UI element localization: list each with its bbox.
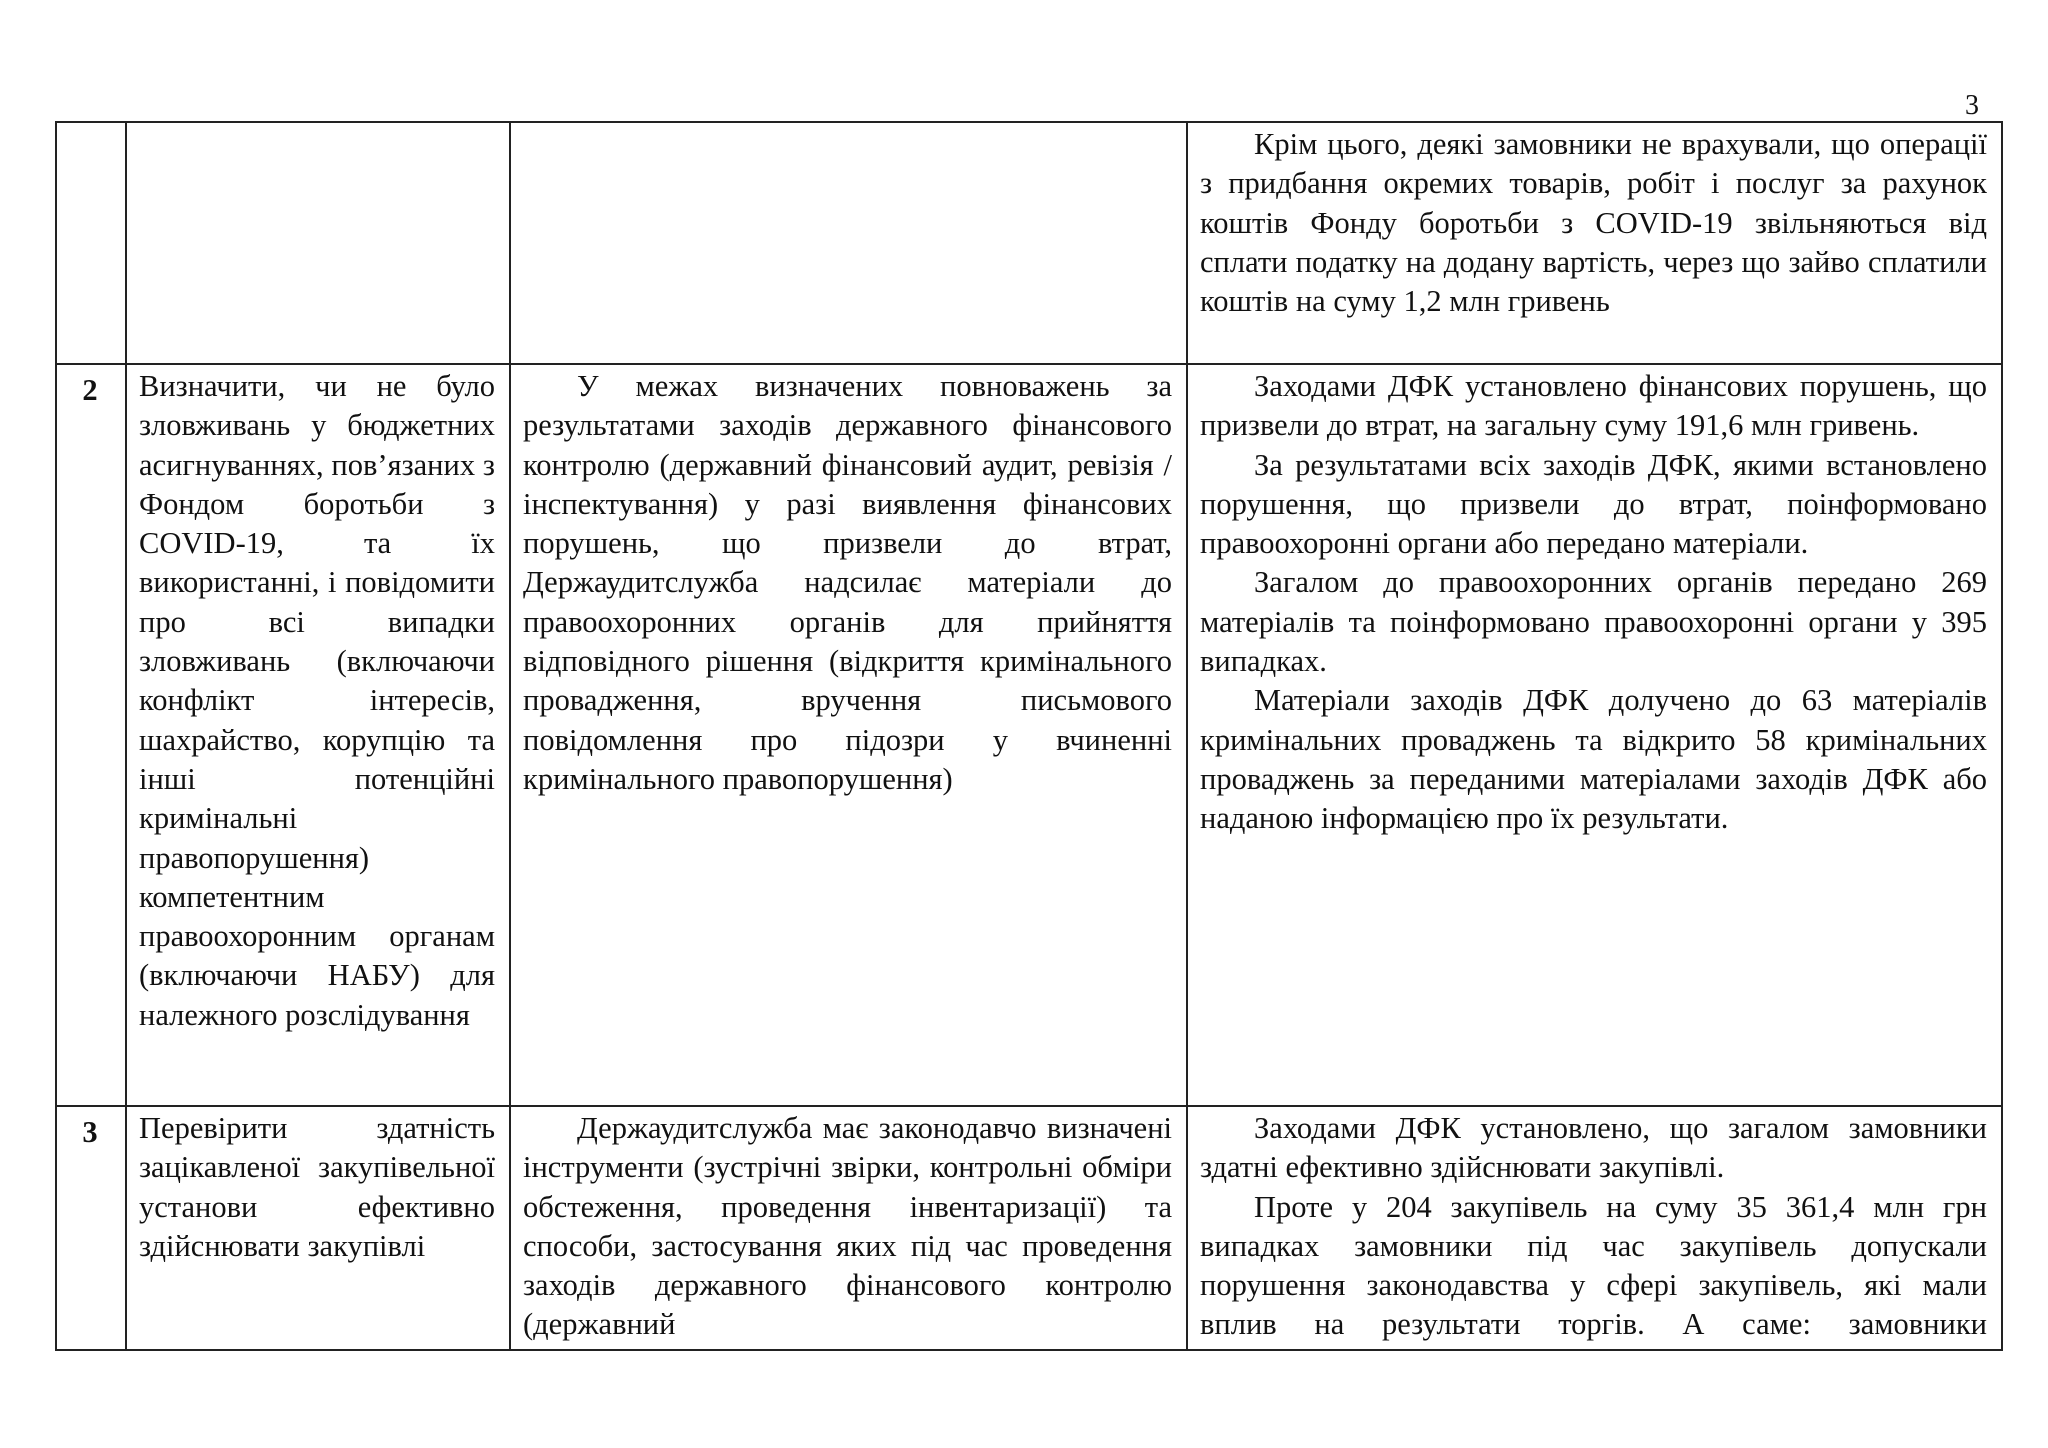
row-number-cell: 2 [56, 364, 126, 1106]
task-cell [126, 1106, 510, 1350]
task-cell [126, 122, 510, 364]
task-paragraph: Перевірити здатність зацікавленої закупівельної установи ефективно здійснювати закупівлі [139, 1111, 495, 1263]
result-paragraph: Заходами ДФК установлено, що загалом замовники здатні ефективно здійснювати закупівлі. [1200, 1111, 1987, 1185]
authority-paragraph: Держаудитслужба має законодавчо визначені інструменти (зустрічні звірки, контрольні обміри обстеження, проведення інвентаризації) та способи, застосування яких під час проведення заходів державного фінансового контролю (державний [523, 1111, 1172, 1342]
page-number: 3 [1965, 90, 1979, 121]
result-paragraph: Заходами ДФК установлено фінансових порушень, що призвели до втрат, на загальну суму 191,6 млн гривень. [1200, 369, 1987, 443]
table-row [56, 1106, 2002, 1350]
authority-cell [510, 1106, 1187, 1350]
result-paragraph: За результатами всіх заходів ДФК, якими встановлено порушення, що призвели до втрат, поінформовано правоохоронні органи або передано матеріали. [1200, 447, 1987, 561]
result-cell [1187, 122, 2002, 364]
task-cell [126, 364, 510, 1106]
task-paragraph: Визначити, чи не було зловживань у бюджетних асигнуваннях, пов’язаних з Фондом боротьби з COVID-19, та їх використанні, і повідомити про всі випадки зловживань (включаючи конфлікт інтересів, шахрайство, корупцію та інші потенційні кримінальні правопорушення) компетентним правоохоронним органам (включаючи НАБУ) для належного розслідування [139, 369, 495, 1032]
authority-paragraph: У межах визначених повноважень за результатами заходів державного фінансового контролю (державний фінансовий аудит, ревізія /інспектування) у разі виявлення фінансових порушень, що призвели до втрат, Держаудитслужба надсилає матеріали до правоохоронних органів для прийняття відповідного рішення (відкриття кримінального провадження, вручення письмового повідомлення про підозри у вчиненні кримінального правопорушення) [523, 369, 1172, 796]
authority-cell [510, 122, 1187, 364]
result-paragraph: Крім цього, деякі замовники не врахували, що операції з придбання окремих товарів, робіт і послуг за рахунок коштів Фонду боротьби з COVID-19 звільняються від сплати податку на додану вартість, через що зайво сплатили коштів на суму 1,2 млн гривень [1200, 127, 1987, 319]
result-paragraph: Проте у 204 закупівель на суму 35 361,4 млн грн випадках замовники під час закупівель допускали порушення законодавства у сфері закупівель, які мали вплив на результати торгів. А саме: замовники [1200, 1189, 1987, 1342]
result-paragraph: Загалом до правоохоронних органів передано 269 матеріалів та поінформовано правоохоронні органи у 395 випадках. [1200, 565, 1987, 679]
result-cell [1187, 1106, 2002, 1350]
report-table [55, 121, 2003, 1351]
table-row [56, 364, 2002, 1106]
row-number-cell: 3 [56, 1106, 126, 1350]
result-cell [1187, 364, 2002, 1106]
row-number-cell [56, 122, 126, 364]
table-row [56, 122, 2002, 364]
result-paragraph: Матеріали заходів ДФК долучено до 63 матеріалів кримінальних проваджень та відкрито 58 кримінальних проваджень за переданими матеріалами заходів ДФК або наданою інформацією про їх результати. [1200, 683, 1987, 836]
authority-cell [510, 364, 1187, 1106]
